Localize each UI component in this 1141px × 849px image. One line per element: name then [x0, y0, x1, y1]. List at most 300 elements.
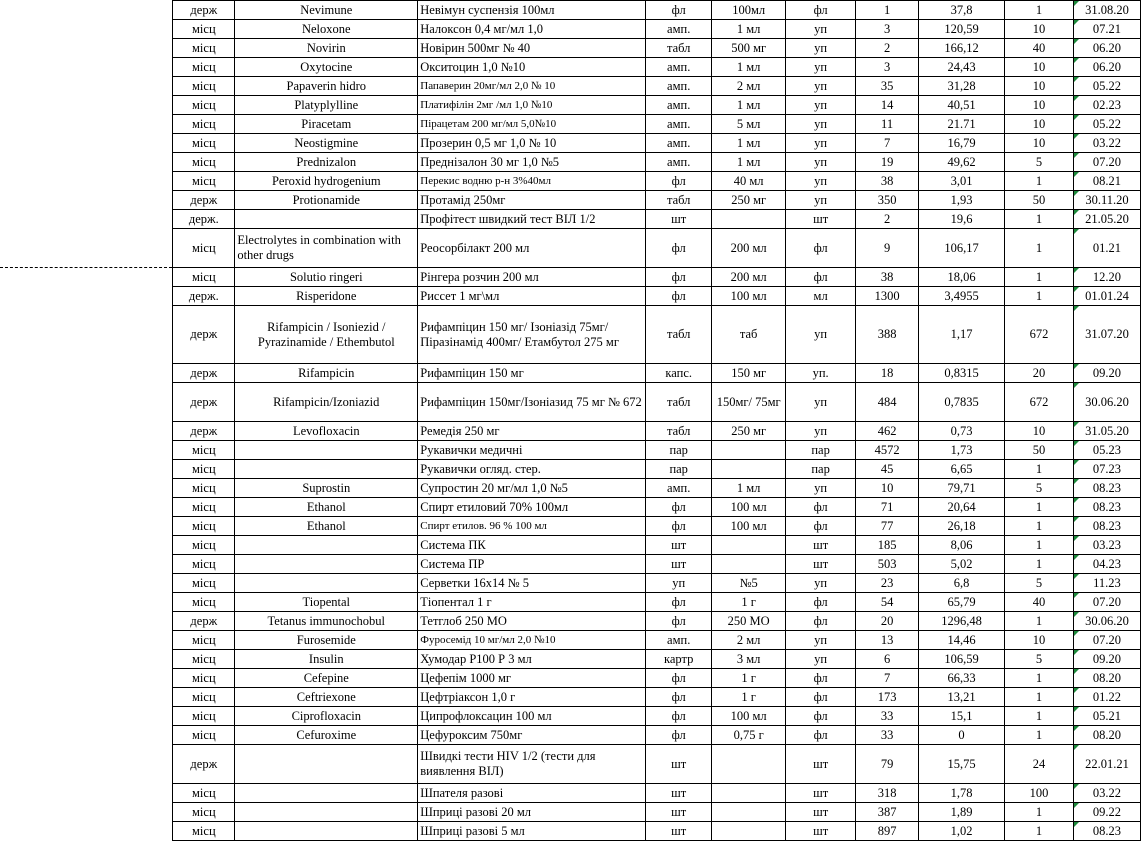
cell-dose[interactable]: 500 мг	[712, 39, 786, 58]
cell-quantity[interactable]: 4572	[856, 441, 919, 460]
cell-pack[interactable]: 1	[1005, 1, 1074, 20]
cell-dose[interactable]: 3 мл	[712, 650, 786, 669]
cell-price[interactable]: 6,65	[919, 460, 1005, 479]
cell-trade-name[interactable]: Спирт етилов. 96 % 100 мл	[418, 517, 646, 536]
cell-level[interactable]: місц	[173, 441, 235, 460]
cell-trade-name[interactable]: Риссет 1 мг\мл	[418, 287, 646, 306]
cell-expiry[interactable]: 11.23	[1073, 574, 1140, 593]
cell-trade-name[interactable]: Прозерин 0,5 мг 1,0 № 10	[418, 134, 646, 153]
cell-unit[interactable]: шт	[786, 210, 856, 229]
cell-pack[interactable]: 1	[1005, 707, 1074, 726]
cell-form[interactable]: фл	[646, 268, 712, 287]
cell-form[interactable]: пар	[646, 460, 712, 479]
cell-expiry[interactable]: 30.06.20	[1073, 612, 1140, 631]
cell-unit[interactable]: уп	[786, 306, 856, 364]
cell-price[interactable]: 66,33	[919, 669, 1005, 688]
cell-level[interactable]: держ	[173, 364, 235, 383]
cell-expiry[interactable]: 08.23	[1073, 479, 1140, 498]
cell-price[interactable]: 3,4955	[919, 287, 1005, 306]
cell-pack[interactable]: 1	[1005, 612, 1074, 631]
cell-quantity[interactable]: 20	[856, 612, 919, 631]
cell-unit[interactable]: уп	[786, 191, 856, 210]
cell-inn-name[interactable]: Neostigmine	[235, 134, 418, 153]
cell-expiry[interactable]: 04.23	[1073, 555, 1140, 574]
cell-price[interactable]: 3,01	[919, 172, 1005, 191]
cell-level[interactable]: місц	[173, 268, 235, 287]
cell-unit[interactable]: фл	[786, 726, 856, 745]
cell-level[interactable]: місц	[173, 96, 235, 115]
cell-unit[interactable]: уп	[786, 631, 856, 650]
cell-expiry[interactable]: 01.01.24	[1073, 287, 1140, 306]
cell-form[interactable]: амп.	[646, 115, 712, 134]
cell-quantity[interactable]: 503	[856, 555, 919, 574]
cell-trade-name[interactable]: Рифампіцин 150 мг	[418, 364, 646, 383]
cell-expiry[interactable]: 31.07.20	[1073, 306, 1140, 364]
cell-quantity[interactable]: 3	[856, 58, 919, 77]
cell-unit[interactable]: фл	[786, 688, 856, 707]
cell-pack[interactable]: 1	[1005, 517, 1074, 536]
cell-quantity[interactable]: 38	[856, 268, 919, 287]
cell-unit[interactable]: фл	[786, 593, 856, 612]
cell-trade-name[interactable]: Рінгера розчин 200 мл	[418, 268, 646, 287]
cell-expiry[interactable]: 08.23	[1073, 517, 1140, 536]
cell-dose[interactable]	[712, 536, 786, 555]
cell-level[interactable]: місц	[173, 536, 235, 555]
cell-level[interactable]: місц	[173, 153, 235, 172]
cell-dose[interactable]: 100 мл	[712, 517, 786, 536]
cell-level[interactable]: місц	[173, 479, 235, 498]
cell-trade-name[interactable]: Супростин 20 мг/мл 1,0 №5	[418, 479, 646, 498]
cell-price[interactable]: 1,89	[919, 803, 1005, 822]
cell-pack[interactable]: 1	[1005, 172, 1074, 191]
cell-price[interactable]: 6,8	[919, 574, 1005, 593]
cell-expiry[interactable]: 08.23	[1073, 822, 1140, 841]
cell-trade-name[interactable]: Платифілін 2мг /мл 1,0 №10	[418, 96, 646, 115]
cell-trade-name[interactable]: Цефепім 1000 мг	[418, 669, 646, 688]
cell-level[interactable]: держ	[173, 383, 235, 422]
cell-dose[interactable]	[712, 745, 786, 784]
cell-inn-name[interactable]	[235, 555, 418, 574]
cell-form[interactable]: шт	[646, 822, 712, 841]
cell-price[interactable]: 26,18	[919, 517, 1005, 536]
cell-inn-name[interactable]: Novirin	[235, 39, 418, 58]
cell-form[interactable]: картр	[646, 650, 712, 669]
cell-trade-name[interactable]: Реосорбілакт 200 мл	[418, 229, 646, 268]
cell-inn-name[interactable]	[235, 441, 418, 460]
cell-trade-name[interactable]: Невімун суспензія 100мл	[418, 1, 646, 20]
cell-form[interactable]: фл	[646, 1, 712, 20]
cell-price[interactable]: 1,78	[919, 784, 1005, 803]
cell-unit[interactable]: уп	[786, 422, 856, 441]
cell-inn-name[interactable]: Platyplylline	[235, 96, 418, 115]
cell-inn-name[interactable]	[235, 745, 418, 784]
cell-price[interactable]: 15,1	[919, 707, 1005, 726]
cell-pack[interactable]: 1	[1005, 229, 1074, 268]
cell-quantity[interactable]: 173	[856, 688, 919, 707]
cell-price[interactable]: 18,06	[919, 268, 1005, 287]
cell-pack[interactable]: 1	[1005, 803, 1074, 822]
cell-form[interactable]: амп.	[646, 58, 712, 77]
cell-expiry[interactable]: 02.23	[1073, 96, 1140, 115]
cell-unit[interactable]: уп	[786, 479, 856, 498]
cell-unit[interactable]: уп	[786, 39, 856, 58]
cell-trade-name[interactable]: Шприці разові 20 мл	[418, 803, 646, 822]
cell-form[interactable]: шт	[646, 803, 712, 822]
cell-form[interactable]: амп.	[646, 631, 712, 650]
cell-unit[interactable]: шт	[786, 784, 856, 803]
cell-price[interactable]: 120,59	[919, 20, 1005, 39]
cell-dose[interactable]	[712, 555, 786, 574]
cell-price[interactable]: 1296,48	[919, 612, 1005, 631]
cell-form[interactable]: шт	[646, 745, 712, 784]
cell-quantity[interactable]: 10	[856, 479, 919, 498]
cell-inn-name[interactable]: Rifampicin/Izoniazid	[235, 383, 418, 422]
cell-expiry[interactable]: 08.20	[1073, 726, 1140, 745]
cell-dose[interactable]: 5 мл	[712, 115, 786, 134]
cell-trade-name[interactable]: Рукавички медичні	[418, 441, 646, 460]
cell-unit[interactable]: уп	[786, 115, 856, 134]
cell-pack[interactable]: 1	[1005, 460, 1074, 479]
cell-inn-name[interactable]: Insulin	[235, 650, 418, 669]
cell-quantity[interactable]: 14	[856, 96, 919, 115]
cell-expiry[interactable]: 21.05.20	[1073, 210, 1140, 229]
cell-inn-name[interactable]: Tiopental	[235, 593, 418, 612]
cell-trade-name[interactable]: Цефтріаксон 1,0 г	[418, 688, 646, 707]
cell-inn-name[interactable]	[235, 822, 418, 841]
cell-price[interactable]: 1,02	[919, 822, 1005, 841]
cell-form[interactable]: табл	[646, 39, 712, 58]
cell-quantity[interactable]: 7	[856, 669, 919, 688]
cell-expiry[interactable]: 31.05.20	[1073, 422, 1140, 441]
cell-dose[interactable]	[712, 784, 786, 803]
cell-expiry[interactable]: 31.08.20	[1073, 1, 1140, 20]
cell-quantity[interactable]: 79	[856, 745, 919, 784]
cell-quantity[interactable]: 18	[856, 364, 919, 383]
cell-inn-name[interactable]: Neloxone	[235, 20, 418, 39]
cell-expiry[interactable]: 06.20	[1073, 39, 1140, 58]
cell-level[interactable]: держ.	[173, 287, 235, 306]
cell-dose[interactable]: 1 г	[712, 593, 786, 612]
cell-inn-name[interactable]: Ciprofloxacin	[235, 707, 418, 726]
cell-level[interactable]: місц	[173, 134, 235, 153]
cell-inn-name[interactable]: Suprostin	[235, 479, 418, 498]
cell-expiry[interactable]: 09.22	[1073, 803, 1140, 822]
cell-form[interactable]: фл	[646, 517, 712, 536]
cell-inn-name[interactable]	[235, 210, 418, 229]
cell-quantity[interactable]: 9	[856, 229, 919, 268]
cell-price[interactable]: 15,75	[919, 745, 1005, 784]
cell-trade-name[interactable]: Швидкі тести HIV 1/2 (тести для виявлення ВІЛ)	[418, 745, 646, 784]
cell-quantity[interactable]: 318	[856, 784, 919, 803]
cell-dose[interactable]	[712, 460, 786, 479]
cell-level[interactable]: місц	[173, 555, 235, 574]
cell-quantity[interactable]: 13	[856, 631, 919, 650]
cell-pack[interactable]: 1	[1005, 669, 1074, 688]
cell-level[interactable]: місц	[173, 39, 235, 58]
cell-price[interactable]: 1,93	[919, 191, 1005, 210]
cell-inn-name[interactable]: Protionamide	[235, 191, 418, 210]
cell-inn-name[interactable]	[235, 803, 418, 822]
cell-quantity[interactable]: 3	[856, 20, 919, 39]
cell-level[interactable]: місц	[173, 517, 235, 536]
cell-expiry[interactable]: 07.21	[1073, 20, 1140, 39]
cell-level[interactable]: місц	[173, 229, 235, 268]
cell-pack[interactable]: 40	[1005, 593, 1074, 612]
cell-level[interactable]: держ.	[173, 210, 235, 229]
cell-form[interactable]: шт	[646, 536, 712, 555]
cell-dose[interactable]: 1 мл	[712, 96, 786, 115]
cell-price[interactable]: 1,17	[919, 306, 1005, 364]
cell-pack[interactable]: 1	[1005, 726, 1074, 745]
cell-dose[interactable]: 1 мл	[712, 153, 786, 172]
cell-form[interactable]: фл	[646, 726, 712, 745]
cell-expiry[interactable]: 03.22	[1073, 134, 1140, 153]
cell-quantity[interactable]: 33	[856, 707, 919, 726]
cell-pack[interactable]: 672	[1005, 306, 1074, 364]
cell-quantity[interactable]: 388	[856, 306, 919, 364]
cell-pack[interactable]: 1	[1005, 268, 1074, 287]
cell-level[interactable]: місц	[173, 20, 235, 39]
cell-dose[interactable]: 150 мг	[712, 364, 786, 383]
cell-price[interactable]: 16,79	[919, 134, 1005, 153]
cell-unit[interactable]: мл	[786, 287, 856, 306]
cell-dose[interactable]: 150мг/ 75мг	[712, 383, 786, 422]
cell-quantity[interactable]: 23	[856, 574, 919, 593]
cell-price[interactable]: 0	[919, 726, 1005, 745]
cell-expiry[interactable]: 09.20	[1073, 364, 1140, 383]
cell-price[interactable]: 106,17	[919, 229, 1005, 268]
cell-price[interactable]: 8,06	[919, 536, 1005, 555]
cell-dose[interactable]: 250 мг	[712, 422, 786, 441]
cell-trade-name[interactable]: Папаверин 20мг/мл 2,0 № 10	[418, 77, 646, 96]
cell-level[interactable]: місц	[173, 688, 235, 707]
cell-pack[interactable]: 50	[1005, 191, 1074, 210]
cell-trade-name[interactable]: Протамід 250мг	[418, 191, 646, 210]
cell-level[interactable]: місц	[173, 115, 235, 134]
cell-quantity[interactable]: 6	[856, 650, 919, 669]
cell-pack[interactable]: 5	[1005, 574, 1074, 593]
cell-unit[interactable]: шт	[786, 822, 856, 841]
cell-level[interactable]: місц	[173, 822, 235, 841]
cell-expiry[interactable]: 05.22	[1073, 77, 1140, 96]
cell-quantity[interactable]: 19	[856, 153, 919, 172]
cell-trade-name[interactable]: Шприці разові 5 мл	[418, 822, 646, 841]
cell-quantity[interactable]: 77	[856, 517, 919, 536]
cell-unit[interactable]: фл	[786, 229, 856, 268]
cell-unit[interactable]: уп	[786, 574, 856, 593]
cell-inn-name[interactable]: Risperidone	[235, 287, 418, 306]
cell-quantity[interactable]: 484	[856, 383, 919, 422]
cell-price[interactable]: 31,28	[919, 77, 1005, 96]
cell-quantity[interactable]: 35	[856, 77, 919, 96]
cell-trade-name[interactable]: Цефуроксим 750мг	[418, 726, 646, 745]
cell-inn-name[interactable]: Ethanol	[235, 498, 418, 517]
cell-expiry[interactable]: 12.20	[1073, 268, 1140, 287]
cell-dose[interactable]: 0,75 г	[712, 726, 786, 745]
cell-dose[interactable]: 250 мг	[712, 191, 786, 210]
cell-unit[interactable]: уп	[786, 650, 856, 669]
cell-pack[interactable]: 10	[1005, 422, 1074, 441]
cell-price[interactable]: 106,59	[919, 650, 1005, 669]
cell-inn-name[interactable]: Tetanus immunochobul	[235, 612, 418, 631]
cell-quantity[interactable]: 897	[856, 822, 919, 841]
cell-trade-name[interactable]: Окситоцин 1,0 №10	[418, 58, 646, 77]
cell-level[interactable]: місц	[173, 460, 235, 479]
cell-dose[interactable]: №5	[712, 574, 786, 593]
cell-dose[interactable]	[712, 803, 786, 822]
cell-unit[interactable]: уп	[786, 96, 856, 115]
cell-inn-name[interactable]: Peroxid hydrogenium	[235, 172, 418, 191]
cell-pack[interactable]: 1	[1005, 555, 1074, 574]
cell-price[interactable]: 79,71	[919, 479, 1005, 498]
cell-price[interactable]: 0,73	[919, 422, 1005, 441]
cell-level[interactable]: місц	[173, 803, 235, 822]
cell-inn-name[interactable]: Solutio ringeri	[235, 268, 418, 287]
cell-form[interactable]: табл	[646, 383, 712, 422]
cell-unit[interactable]: шт	[786, 555, 856, 574]
cell-dose[interactable]	[712, 210, 786, 229]
cell-unit[interactable]: фл	[786, 1, 856, 20]
cell-trade-name[interactable]: Преднізалон 30 мг 1,0 №5	[418, 153, 646, 172]
cell-unit[interactable]: фл	[786, 612, 856, 631]
cell-expiry[interactable]: 07.20	[1073, 153, 1140, 172]
cell-quantity[interactable]: 2	[856, 39, 919, 58]
cell-pack[interactable]: 5	[1005, 479, 1074, 498]
cell-level[interactable]: держ	[173, 191, 235, 210]
cell-inn-name[interactable]: Rifampicin / Isoniezid / Pyrazinamide / Ethembutol	[235, 306, 418, 364]
cell-form[interactable]: пар	[646, 441, 712, 460]
cell-inn-name[interactable]: Oxytocine	[235, 58, 418, 77]
cell-price[interactable]: 1,73	[919, 441, 1005, 460]
cell-level[interactable]: місц	[173, 707, 235, 726]
cell-unit[interactable]: фл	[786, 669, 856, 688]
cell-form[interactable]: фл	[646, 593, 712, 612]
cell-level[interactable]: місц	[173, 574, 235, 593]
cell-dose[interactable]: 2 мл	[712, 631, 786, 650]
cell-trade-name[interactable]: Профітест швидкий тест ВІЛ 1/2	[418, 210, 646, 229]
cell-expiry[interactable]: 08.23	[1073, 498, 1140, 517]
cell-dose[interactable]: 1 г	[712, 688, 786, 707]
cell-price[interactable]: 14,46	[919, 631, 1005, 650]
cell-expiry[interactable]: 01.22	[1073, 688, 1140, 707]
cell-form[interactable]: уп	[646, 574, 712, 593]
cell-expiry[interactable]: 08.21	[1073, 172, 1140, 191]
cell-pack[interactable]: 20	[1005, 364, 1074, 383]
cell-dose[interactable]: 1 мл	[712, 134, 786, 153]
cell-form[interactable]: фл	[646, 707, 712, 726]
cell-expiry[interactable]: 07.23	[1073, 460, 1140, 479]
cell-expiry[interactable]: 22.01.21	[1073, 745, 1140, 784]
cell-level[interactable]: місц	[173, 172, 235, 191]
cell-inn-name[interactable]	[235, 784, 418, 803]
cell-pack[interactable]: 1	[1005, 498, 1074, 517]
cell-inn-name[interactable]: Rifampicin	[235, 364, 418, 383]
cell-dose[interactable]: 1 мл	[712, 20, 786, 39]
cell-unit[interactable]: фл	[786, 268, 856, 287]
cell-unit[interactable]: шт	[786, 803, 856, 822]
cell-quantity[interactable]: 11	[856, 115, 919, 134]
cell-dose[interactable]: 200 мл	[712, 229, 786, 268]
cell-quantity[interactable]: 33	[856, 726, 919, 745]
cell-level[interactable]: місц	[173, 77, 235, 96]
cell-expiry[interactable]: 30.11.20	[1073, 191, 1140, 210]
cell-pack[interactable]: 1	[1005, 688, 1074, 707]
cell-expiry[interactable]: 09.20	[1073, 650, 1140, 669]
cell-unit[interactable]: фл	[786, 498, 856, 517]
cell-level[interactable]: місц	[173, 631, 235, 650]
cell-unit[interactable]: шт	[786, 745, 856, 784]
cell-expiry[interactable]: 05.23	[1073, 441, 1140, 460]
cell-unit[interactable]: пар	[786, 441, 856, 460]
cell-dose[interactable]: 1 г	[712, 669, 786, 688]
cell-level[interactable]: держ	[173, 422, 235, 441]
cell-pack[interactable]: 10	[1005, 631, 1074, 650]
cell-inn-name[interactable]: Cefepine	[235, 669, 418, 688]
cell-unit[interactable]: шт	[786, 536, 856, 555]
cell-form[interactable]: амп.	[646, 479, 712, 498]
cell-trade-name[interactable]: Пірацетам 200 мг/мл 5,0№10	[418, 115, 646, 134]
cell-trade-name[interactable]: Налоксон 0,4 мг/мл 1,0	[418, 20, 646, 39]
cell-pack[interactable]: 10	[1005, 115, 1074, 134]
cell-expiry[interactable]: 08.20	[1073, 669, 1140, 688]
cell-quantity[interactable]: 1300	[856, 287, 919, 306]
cell-form[interactable]: табл	[646, 306, 712, 364]
cell-pack[interactable]: 5	[1005, 153, 1074, 172]
cell-level[interactable]: місц	[173, 726, 235, 745]
cell-unit[interactable]: уп	[786, 134, 856, 153]
cell-dose[interactable]: 100 мл	[712, 287, 786, 306]
cell-trade-name[interactable]: Система ПК	[418, 536, 646, 555]
cell-pack[interactable]: 10	[1005, 134, 1074, 153]
cell-pack[interactable]: 50	[1005, 441, 1074, 460]
cell-inn-name[interactable]	[235, 536, 418, 555]
cell-form[interactable]: амп.	[646, 134, 712, 153]
cell-level[interactable]: місц	[173, 784, 235, 803]
cell-pack[interactable]: 100	[1005, 784, 1074, 803]
cell-form[interactable]: фл	[646, 612, 712, 631]
cell-trade-name[interactable]: Ремедія 250 мг	[418, 422, 646, 441]
cell-form[interactable]: фл	[646, 688, 712, 707]
cell-quantity[interactable]: 45	[856, 460, 919, 479]
cell-dose[interactable]: 100мл	[712, 1, 786, 20]
cell-form[interactable]: фл	[646, 229, 712, 268]
cell-quantity[interactable]: 38	[856, 172, 919, 191]
cell-trade-name[interactable]: Ципрофлоксацин 100 мл	[418, 707, 646, 726]
cell-inn-name[interactable]: Ethanol	[235, 517, 418, 536]
cell-quantity[interactable]: 1	[856, 1, 919, 20]
cell-form[interactable]: амп.	[646, 153, 712, 172]
cell-dose[interactable]: 100 мл	[712, 498, 786, 517]
cell-price[interactable]: 19,6	[919, 210, 1005, 229]
cell-expiry[interactable]: 05.21	[1073, 707, 1140, 726]
cell-dose[interactable]: 2 мл	[712, 77, 786, 96]
cell-inn-name[interactable]: Electrolytes in combination with other drugs	[235, 229, 418, 268]
cell-price[interactable]: 20,64	[919, 498, 1005, 517]
cell-form[interactable]: фл	[646, 669, 712, 688]
cell-quantity[interactable]: 54	[856, 593, 919, 612]
cell-form[interactable]: амп.	[646, 96, 712, 115]
cell-form[interactable]: амп.	[646, 20, 712, 39]
cell-level[interactable]: місц	[173, 650, 235, 669]
cell-quantity[interactable]: 387	[856, 803, 919, 822]
cell-trade-name[interactable]: Перекис водню р-н 3%40мл	[418, 172, 646, 191]
cell-price[interactable]: 24,43	[919, 58, 1005, 77]
cell-price[interactable]: 13,21	[919, 688, 1005, 707]
cell-level[interactable]: місц	[173, 58, 235, 77]
cell-quantity[interactable]: 462	[856, 422, 919, 441]
cell-inn-name[interactable]: Cefuroxime	[235, 726, 418, 745]
cell-trade-name[interactable]: Тетглоб 250 МО	[418, 612, 646, 631]
